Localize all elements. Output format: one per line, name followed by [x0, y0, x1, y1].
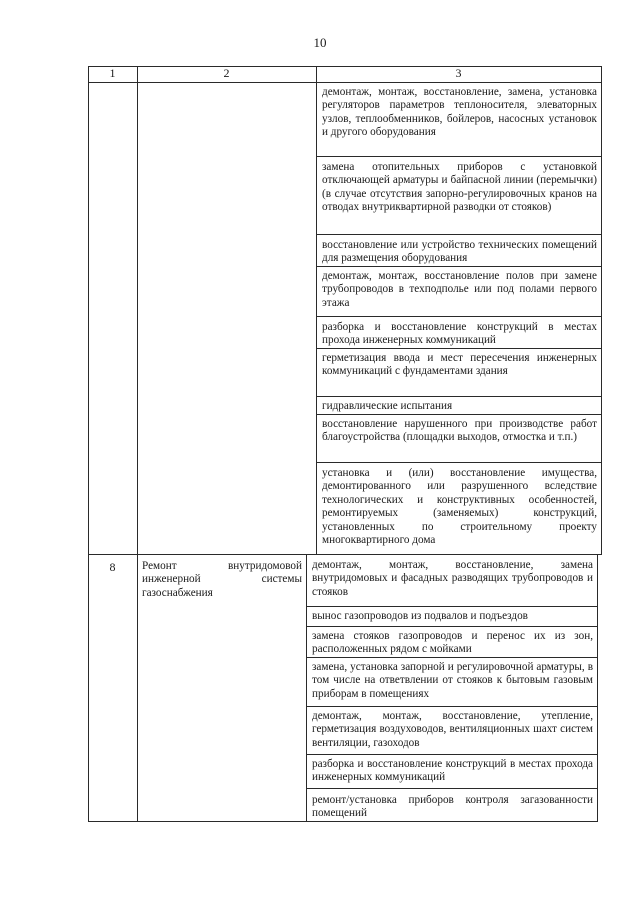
header-bottom-line — [88, 82, 602, 83]
row-8-number: 8 — [109, 560, 116, 574]
work-item: замена стояков газопроводов и перенос их из зон, расположенных рядом с мойками — [312, 630, 593, 656]
work-item: установка и (или) восстановление имущества, демонтированного или разрушенного вследствие технологических и конструктивных особенностей, ремонтируемых (заменяемых) конструкций, установленных по строительному проекту многоквартирного дома — [322, 467, 597, 547]
table-border-left — [88, 66, 89, 821]
column-divider-2-upper — [316, 66, 317, 554]
cell-divider — [306, 606, 598, 607]
work-item: гидравлические испытания — [322, 400, 453, 412]
work-item: демонтаж, монтаж, восстановление полов при замене трубопроводов в техподполье или под полами первого этажа — [322, 270, 597, 309]
column-divider-1 — [137, 66, 138, 821]
work-item: ремонт/установка приборов контроля загазованности помещений — [312, 794, 593, 820]
work-item: восстановление нарушенного при производстве работ благоустройства (площадки выходов, отмостка и т.п.) — [322, 418, 597, 444]
cell-divider — [316, 156, 602, 157]
cell-divider — [316, 348, 602, 349]
row-8-top-line — [88, 554, 602, 555]
work-item: восстановление или устройство технических помещений для размещения оборудования — [322, 239, 597, 265]
cell-divider — [316, 462, 602, 463]
work-item: замена, установка запорной и регулировочной арматуры, в том числе на ответвлении от стояков к бытовым газовым приборам в помещениях — [312, 661, 593, 700]
work-item: вынос газопроводов из подвалов и подъездов — [312, 610, 528, 622]
header-col-2: 2 — [223, 66, 230, 80]
cell-divider — [316, 396, 602, 397]
table-border-bottom — [88, 821, 598, 822]
work-item: герметизация ввода и мест пересечения инженерных коммуникаций с фундаментами здания — [322, 352, 597, 378]
page-number: 10 — [313, 35, 327, 50]
cell-divider — [306, 706, 598, 707]
header-col-1: 1 — [109, 66, 116, 80]
cell-divider — [316, 234, 602, 235]
cell-divider — [316, 316, 602, 317]
cell-divider — [316, 414, 602, 415]
work-item: демонтаж, монтаж, восстановление, утепление, герметизация воздуховодов, вентиляционных шахт систем вентиляции, газоходов — [312, 710, 593, 749]
work-item: демонтаж, монтаж, восстановление, замена внутридомовых и фасадных разводящих трубопроводов и стояков — [312, 559, 593, 598]
cell-divider — [316, 266, 602, 267]
table-border-right-lower — [597, 554, 598, 821]
work-item: разборка и восстановление конструкций в местах прохода инженерных коммуникаций — [312, 758, 593, 784]
work-item: демонтаж, монтаж, восстановление, замена, установка регуляторов параметров теплоносителя, элеваторных узлов, теплообменников, бойлеров, насосных установок и другого оборудования — [322, 86, 597, 139]
work-item: разборка и восстановление конструкций в местах прохода инженерных коммуникаций — [322, 321, 597, 347]
column-divider-2-lower — [306, 554, 307, 821]
cell-divider — [306, 754, 598, 755]
cell-divider — [306, 657, 598, 658]
cell-divider — [306, 788, 598, 789]
work-item: замена отопительных приборов с установкой отключающей арматуры и байпасной линии (перемычки) (в случае отсутствия запорно-регулировочных кранов на отводах внутриквартирной разводки от стояков) — [322, 161, 597, 214]
header-col-3: 3 — [455, 66, 462, 80]
cell-divider — [306, 626, 598, 627]
table-border-right-upper — [601, 66, 602, 554]
row-8-name: Ремонт внутридомовой инженерной системы газоснабжения — [142, 560, 302, 599]
